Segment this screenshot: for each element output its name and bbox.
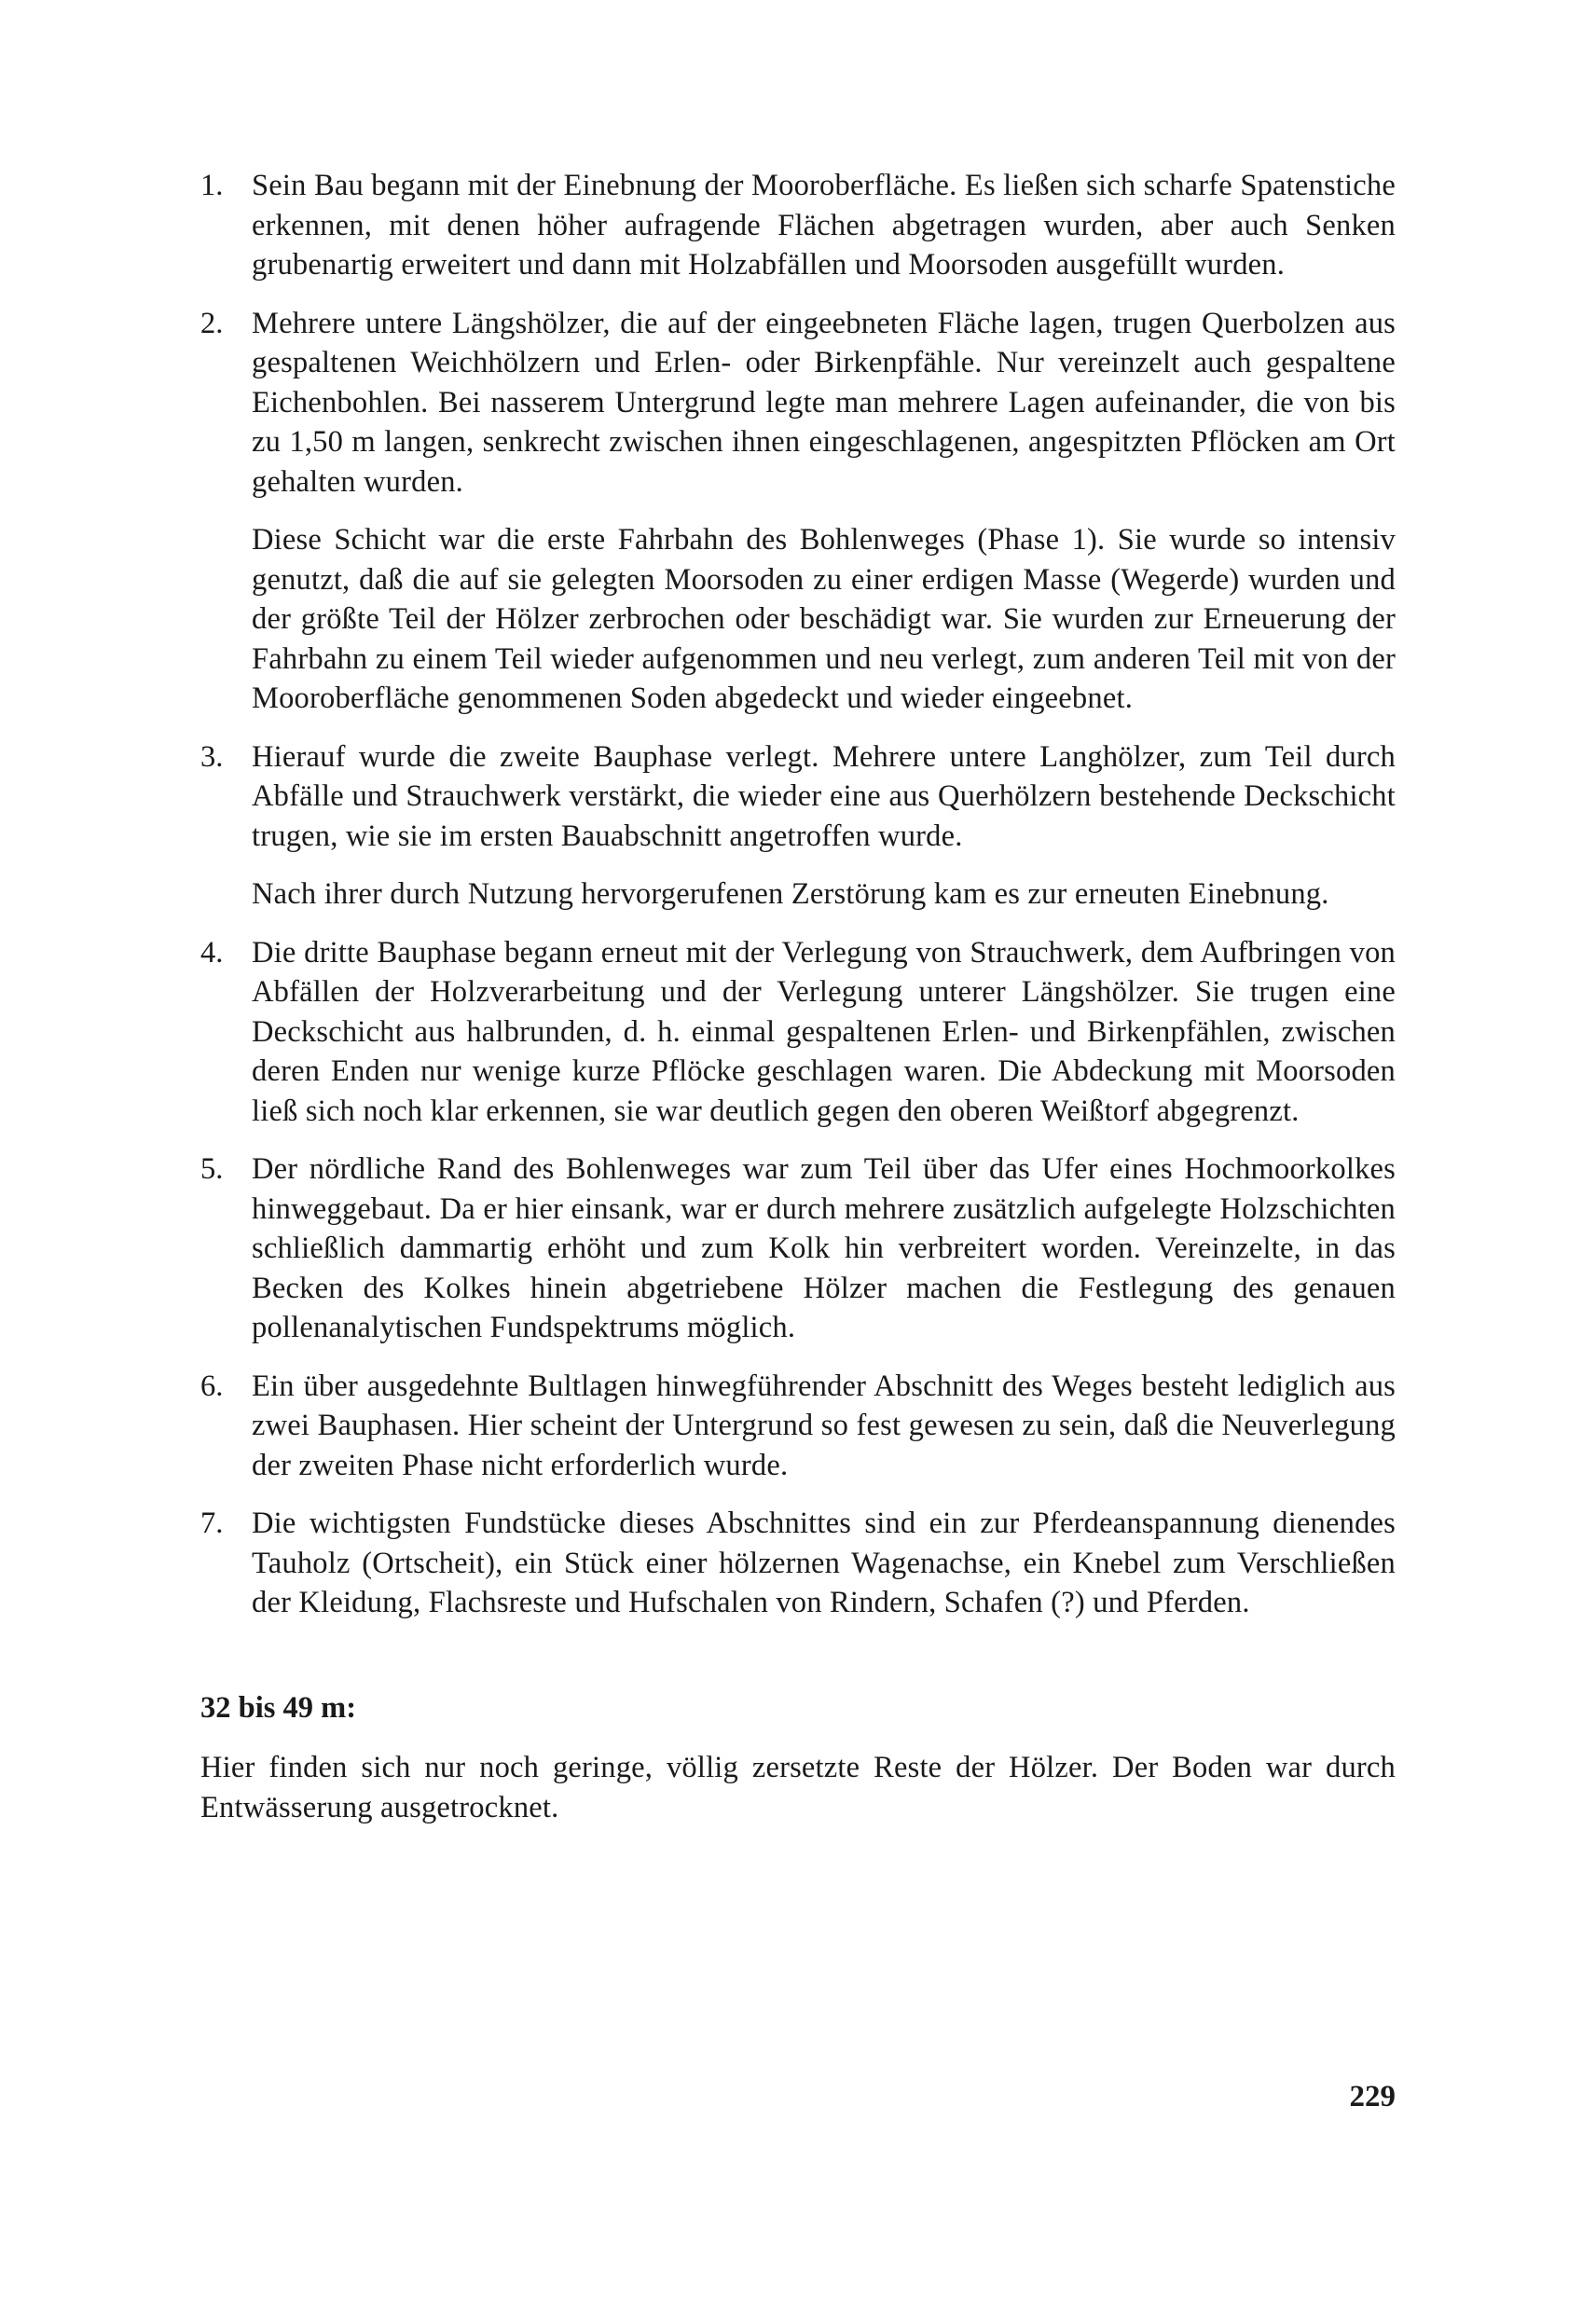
list-item-5 — [200, 1149, 1396, 1348]
list-number: 4. — [200, 935, 224, 970]
list-paragraph: Hierauf wurde die zweite Bauphase verlegt. Mehrere untere Langhölzer, zum Teil durch Abfälle und Strauchwerk verstärkt, die wieder eine aus Querhölzern bestehende Deckschicht trugen, wie sie im ersten Bauabschnitt angetroffen wurde. — [252, 739, 1396, 853]
list-number: 1. — [200, 169, 224, 202]
list-number: 2. — [200, 306, 224, 340]
page-body — [200, 166, 1396, 1827]
page-number: 229 — [1349, 2080, 1396, 2113]
list-item-1 — [200, 166, 1396, 285]
list-paragraph: Die dritte Bauphase begann erneut mit der Verlegung von Strauchwerk, dem Aufbringen von Abfällen der Holzverarbeitung und der Verlegung unterer Längshölzer. Sie trugen eine Deckschicht aus halbrunden, d. h. einmal gespaltenen Erlen- und Birkenpfählen, zwischen deren Enden nur wenige kurze Pflöcke geschlagen waren. Die Abdeckung mit Moorsoden ließ sich noch klar erkennen, sie war deutlich gegen den oberen Weißtorf abgegrenzt. — [252, 935, 1396, 1128]
section-heading: 32 bis 49 m: — [200, 1690, 357, 1725]
list-number: 3. — [200, 739, 224, 774]
list-number: 7. — [200, 1507, 224, 1540]
list-item-4 — [200, 933, 1396, 1132]
list-item-7 — [200, 1504, 1396, 1623]
list-paragraph: Der nördliche Rand des Bohlenweges war zum Teil über das Ufer eines Hochmoorkolkes hinweggebaut. Da er hier einsank, war er durch mehrere zusätzlich aufgelegte Holzschichten schließlich dammartig erhöht und zum Kolk hin verbreitert worden. Vereinzelte, in das Becken des Kolkes hinein abgetriebene Hölzer machen die Festlegung des genauen pollenanalytischen Fundspektrums möglich. — [252, 1152, 1396, 1344]
list-number: 5. — [200, 1152, 224, 1186]
section-paragraph: Hier finden sich nur noch geringe, völlig zersetzte Reste der Hölzer. Der Boden war durch Entwässerung ausgetrocknet. — [200, 1751, 1396, 1824]
list-item-6 — [200, 1367, 1396, 1486]
list-item-2 — [200, 304, 1396, 719]
list-paragraph: Sein Bau begann mit der Einebnung der Mooroberfläche. Es ließen sich scharfe Spatenstiche erkennen, mit denen höher aufragende Flächen abgetragen wurden, aber auch Senken grubenartig erweitert und dann mit Holzabfällen und Moorsoden ausgefüllt wurden. — [252, 169, 1396, 282]
list-item-3 — [200, 737, 1396, 915]
list-paragraph: Die wichtigsten Fundstücke dieses Abschnittes sind ein zur Pferdeanspannung dienendes Tauholz (Ortscheit), ein Stück einer hölzernen Wagenachse, ein Knebel zum Verschließen der Kleidung, Flachsreste und Hufschalen von Rindern, Schafen (?) und Pferden. — [252, 1507, 1396, 1619]
list-number: 6. — [200, 1369, 224, 1403]
list-paragraph: Nach ihrer durch Nutzung hervorgerufenen Zerstörung kam es zur erneuten Einebnung. — [252, 877, 1329, 911]
list-paragraph: Mehrere untere Längshölzer, die auf der eingeebneten Fläche lagen, trugen Querbolzen aus gespaltenen Weichhölzern und Erlen- oder Birkenpfähle. Nur vereinzelt auch gespaltene Eichenbohlen. Bei nasserem Untergrund legte man mehrere Lagen aufeinander, die von bis zu 1,50 m langen, senkrecht zwischen ihnen eingeschlagenen, angespitzten Pflöcken am Ort gehalten wurden. — [252, 306, 1396, 499]
list-paragraph: Ein über ausgedehnte Bultlagen hinwegführender Abschnitt des Weges besteht lediglich aus zwei Bauphasen. Hier scheint der Untergrund so fest gewesen zu sein, daß die Neuverlegung der zweiten Phase nicht erforderlich wurde. — [252, 1369, 1396, 1482]
list-paragraph: Diese Schicht war die erste Fahrbahn des Bohlenweges (Phase 1). Sie wurde so intensiv genutzt, daß die auf sie gelegten Moorsoden zu einer erdigen Masse (Wegerde) wurden und der größte Teil der Hölzer zerbrochen oder beschädigt war. Sie wurden zur Erneuerung der Fahrbahn zu einem Teil wieder aufgenommen und neu verlegt, zum anderen Teil mit von der Mooroberfläche genommenen Soden abgedeckt und wieder eingeebnet. — [252, 523, 1396, 715]
